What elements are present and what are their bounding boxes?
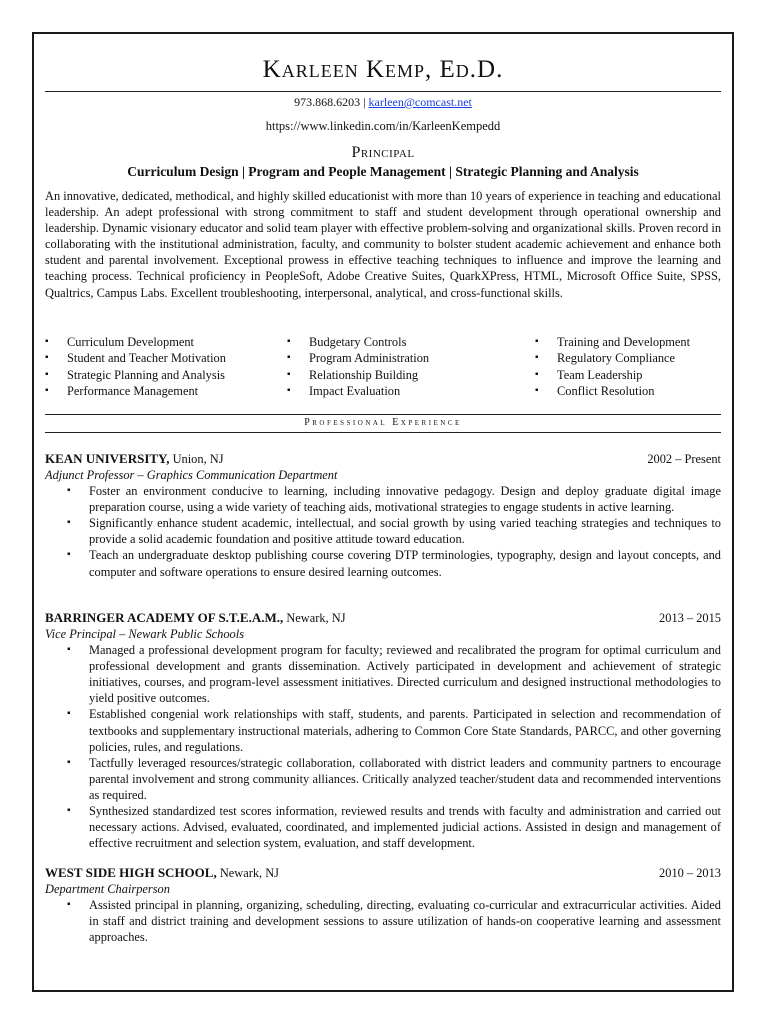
employer-location: Newark, NJ (216, 866, 279, 880)
skill-item: ▪ Regulatory Compliance (535, 350, 690, 366)
job-bullet: ▪ Managed a professional development program for faculty; reviewed and recalibrated the program for optimal curriculum and professional development and grants dissemination. Actively participated in development and achievement of strategic initiatives, courses, and program-level assessment initiatives. Directed curriculum and designed instructional methodologies to yield positive outcomes. (45, 642, 721, 706)
job-entry (45, 610, 721, 851)
job-header (45, 451, 721, 467)
linkedin-url: https://www.linkedin.com/in/KarleenKempedd (265, 119, 501, 133)
job-bullet: ▪ Established congenial work relationships with staff, students, and parents. Participated in selection and recommendation of textbooks and supplementary instructional materials, adhering to Common Core State Standards, PARCC, and other governing policies, rules, and regulations. (45, 706, 721, 754)
skill-item: ▪ Conflict Resolution (535, 383, 690, 399)
employer-location: Union, NJ (169, 452, 224, 466)
job-bullet: ▪ Teach an undergraduate desktop publishing course covering DTP terminologies, typography, design and layout concepts, and computer and software operations to ensure desired learning outcomes. (45, 547, 721, 579)
skill-item: ▪ Performance Management (45, 383, 226, 399)
contact-line (34, 95, 732, 110)
job-entry (45, 865, 721, 945)
skills-column-1 (45, 334, 226, 400)
job-dates: 2002 – Present (647, 452, 721, 466)
job-header (45, 865, 721, 881)
skills-column-2 (287, 334, 429, 400)
resume-page (32, 32, 734, 992)
job-header (45, 610, 721, 626)
job-bullets (45, 642, 721, 851)
employer-name: BARRINGER ACADEMY OF S.T.E.A.M., (45, 610, 284, 625)
job-bullet: ▪ Assisted principal in planning, organizing, scheduling, directing, evaluating co-curricular and extracurricular activities. Aided in staff and district training and development sessions to assure utilization of hands-on cooperative learning and assessment approaches. (45, 897, 721, 945)
skill-item: ▪ Curriculum Development (45, 334, 226, 350)
employer-location: Newark, NJ (283, 611, 346, 625)
job-dates: 2010 – 2013 (659, 866, 721, 880)
skill-item: ▪ Training and Development (535, 334, 690, 350)
candidate-name: Karleen Kemp, Ed.D. (262, 56, 504, 83)
skill-item: ▪ Strategic Planning and Analysis (45, 367, 226, 383)
job-bullet: ▪ Significantly enhance student academic, intellectual, and social growth by using varied teaching strategies and techniques to provide a solid academic foundation and positive attitude toward education. (45, 515, 721, 547)
job-role: Vice Principal – Newark Public Schools (45, 627, 245, 641)
phone-number: 973.868.6203 | (294, 95, 366, 109)
job-bullets (45, 483, 721, 580)
professional-summary: An innovative, dedicated, methodical, and highly skilled educationist with more than 10 years of experience in teaching and educational leadership. An adept professional with strong commitment to staff and student development through operational ownership and leadership. Dynamic visionary educator and solid team player with effective problem-solving and organizational skills. Proven record in collaborating with the institutional administration, faculty, and community to bolster student academic achievement and enhance both student and parental involvement. Exceptional prowess in effective teaching techniques to influence and improve the learning and teaching process. Technical proficiency in PeopleSoft, Adobe Creative Suites, QuarkXPress, HTML, Microsoft Office Suite, SPSS, Qualtrics, Campus Labs. Excellent troubleshooting, interpersonal, analytical, and cross-functional skills. (45, 189, 722, 300)
header-divider (45, 91, 721, 92)
skill-item: ▪ Student and Teacher Motivation (45, 350, 226, 366)
section-heading-experience: Professional Experience (304, 417, 462, 428)
job-dates: 2013 – 2015 (659, 611, 721, 625)
job-bullet: ▪ Synthesized standardized test scores information, reviewed results and trends with faculty and administration and carried out necessary actions. Advised, evaluated, coordinated, and implemented judicial actions. Assisted in design and management of effective recruitment and selection system, evaluation, and staff development. (45, 803, 721, 851)
skill-item: ▪ Program Administration (287, 350, 429, 366)
job-role: Adjunct Professor – Graphics Communication Department (45, 468, 338, 482)
skill-item: ▪ Relationship Building (287, 367, 429, 383)
email-link[interactable]: karleen@comcast.net (368, 95, 472, 109)
skills-column-3 (535, 334, 690, 400)
job-title: Principal (351, 144, 415, 161)
employer-name: WEST SIDE HIGH SCHOOL, (45, 865, 217, 880)
specialties-line: Curriculum Design | Program and People Management | Strategic Planning and Analysis (127, 164, 639, 179)
skill-item: ▪ Impact Evaluation (287, 383, 429, 399)
job-role: Department Chairperson (45, 882, 170, 896)
job-entry (45, 451, 721, 580)
job-bullet: ▪ Foster an environment conducive to learning, including innovative pedagogy. Design and deploy graduate digital image preparation course, using a wide variety of teaching aids, motivational strategies to engage students in active learning. (45, 483, 721, 515)
job-bullet: ▪ Tactfully leveraged resources/strategic collaboration, collaborated with district leaders and community partners to encourage parental involvement and strong community alliances. Critically analyzed teacher/student data and recommended interventions as required. (45, 755, 721, 803)
employer-name: KEAN UNIVERSITY, (45, 451, 170, 466)
job-bullets (45, 897, 721, 945)
skill-item: ▪ Team Leadership (535, 367, 690, 383)
section-divider-top (45, 414, 721, 415)
skill-item: ▪ Budgetary Controls (287, 334, 429, 350)
section-divider-bottom (45, 432, 721, 433)
